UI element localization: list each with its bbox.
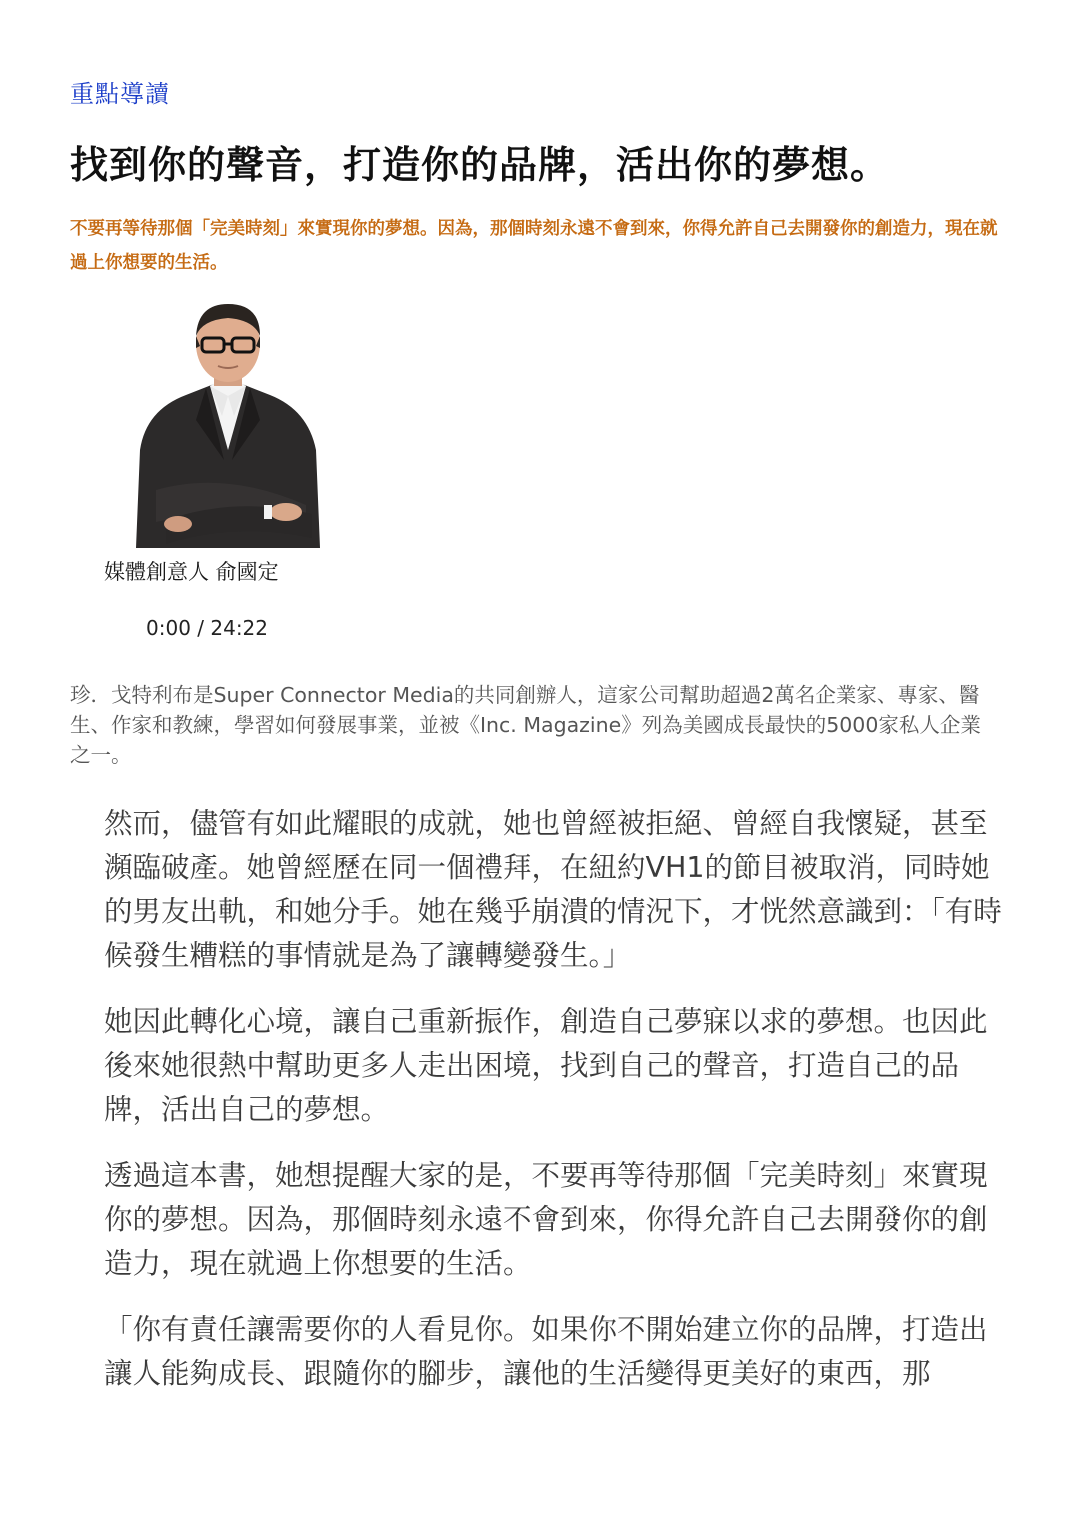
article-subheadline: 不要再等待那個「完美時刻」來實現你的夢想。因為，那個時刻永遠不會到來，你得允許自己去開發你的創造力，現在就過上你想要的生活。 [70, 219, 998, 273]
body-paragraph: 透過這本書，她想提醒大家的是，不要再等待那個「完美時刻」來實現你的夢想。因為，那個時刻永遠不會到來，你得允許自己去開發你的創造力，現在就過上你想要的生活。 [104, 1159, 988, 1280]
audio-player-time[interactable]: 0:00 / 24:22 [146, 616, 269, 640]
author-portrait-illustration [136, 300, 320, 548]
body-paragraph: 她因此轉化心境，讓自己重新振作，創造自己夢寐以求的夢想。也因此後來她很熱中幫助更多人走出困境，找到自己的聲音，打造自己的品牌，活出自己的夢想。 [104, 1005, 988, 1126]
category-link[interactable]: 重點導讀 [70, 80, 170, 108]
article-body [104, 802, 1004, 1418]
author-photo [136, 300, 320, 548]
author-caption: 媒體創意人 俞國定 [104, 560, 279, 584]
intro-paragraph: 珍．戈特利布是Super Connector Media的共同創辦人，這家公司幫助超過2萬名企業家、專家、醫生、作家和教練，學習如何發展事業，並被《Inc. Magazine》列為美國成長最快的5000家私人企業之一。 [70, 683, 981, 767]
body-paragraph: 「你有責任讓需要你的人看見你。如果你不開始建立你的品牌，打造出讓人能夠成長、跟隨你的腳步，讓他的生活變得更美好的東西，那 [104, 1313, 988, 1390]
article-headline: 找到你的聲音，打造你的品牌，活出你的夢想。 [70, 143, 890, 187]
body-paragraph: 然而，儘管有如此耀眼的成就，她也曾經被拒絕、曾經自我懷疑，甚至瀕臨破產。她曾經歷在同一個禮拜，在紐約VH1的節目被取消，同時她的男友出軌，和她分手。她在幾乎崩潰的情況下，才恍然意識到：「有時候發生糟糕的事情就是為了讓轉變發生。」 [104, 807, 1002, 972]
